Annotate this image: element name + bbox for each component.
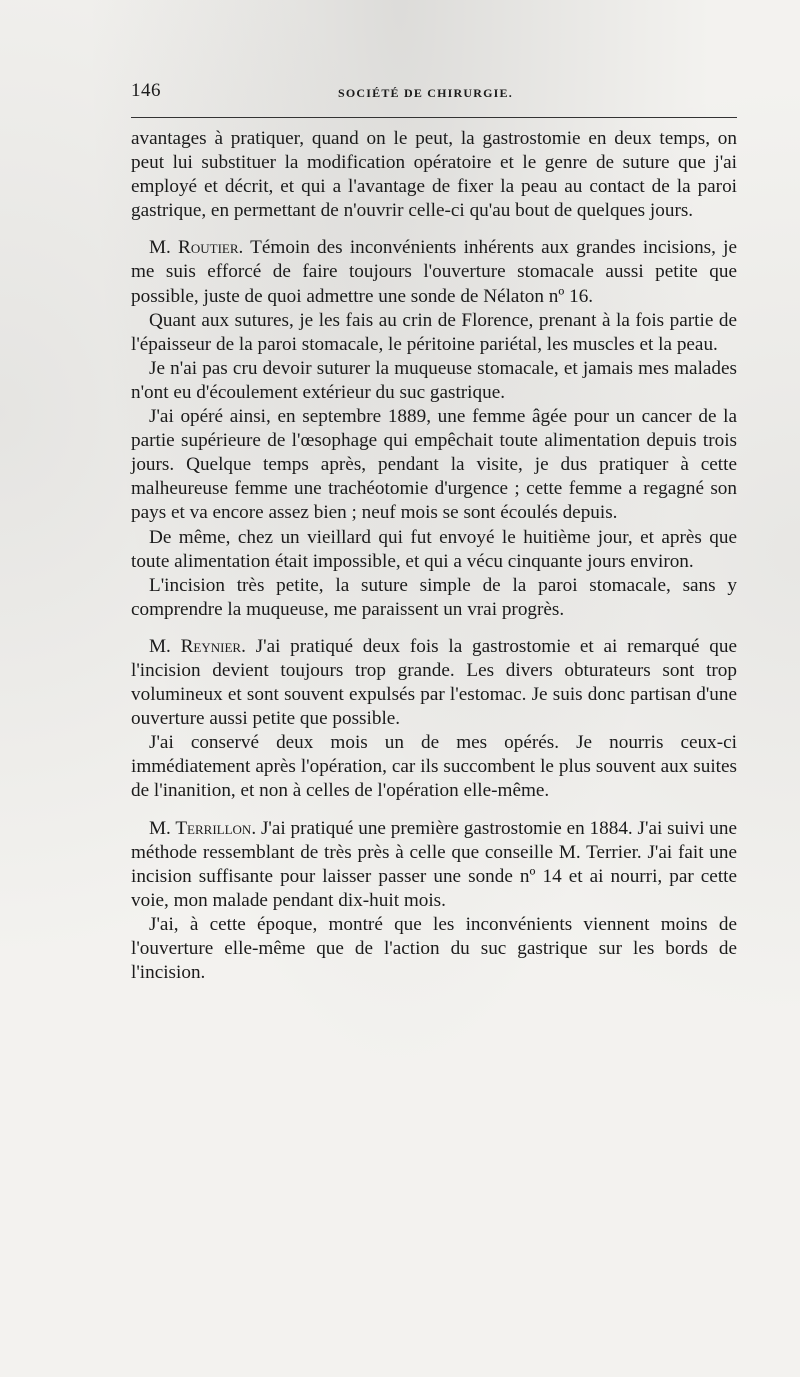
paragraph (131, 817, 737, 913)
page-header (131, 80, 737, 106)
paragraph-text: J'ai, à cette époque, montré que les inconvénients viennent moins de l'ouverture elle-même que de l'action du suc gastrique sur les bords de l'incision. (131, 913, 737, 984)
paragraph (131, 574, 737, 622)
paragraph (131, 405, 737, 525)
paragraph-text: avantages à pratiquer, quand on le peut, la gastrostomie en deux temps, on peut lui substituer la modification opératoire et le genre de suture que j'ai employé et décrit, et qui a l'avantage de fixer la peau au contact de la paroi gastrique, en permettant de n'ouvrir celle-ci qu'au bout de quelques jours. (131, 128, 737, 222)
paragraph-text: J'ai conservé deux mois un de mes opérés. Je nourris ceux-ci immédiatement après l'opération, car ils succombent le plus souvent aux suites de l'inanition, et non à celles de l'opération elle-même. (131, 732, 737, 802)
paragraph (131, 913, 737, 985)
paragraph-text: J'ai pratiqué deux fois la gastrostomie et ai remarqué que l'incision devient toujours trop grande. Les divers obturateurs sont trop volumineux et sont souvent expulsés par l'estomac. Je suis donc partisan d'une ouverture aussi petite que possible. (131, 635, 737, 730)
paragraph-text: J'ai pratiqué une première gastrostomie en 1884. J'ai suivi une méthode ressemblant de très près à celle que conseille M. Terrier. J'ai fait une incision suffisante pour laisser passer une sonde nº 14 et ai nourri, par cette voie, mon malade pendant dix-huit mois. (131, 817, 737, 911)
paragraph (131, 236, 737, 308)
speaker-name: M. Routier. (149, 237, 244, 259)
paragraph-text: Témoin des inconvénients inhérents aux grandes incisions, je me suis efforcé de faire toujours l'ouverture stomacale aussi petite que possible, juste de quoi admettre une sonde de Nélaton nº 16. (131, 237, 737, 307)
header-rule (131, 117, 737, 118)
paragraph-text: Quant aux sutures, je les fais au crin de Florence, prenant à la fois partie de l'épaisseur de la paroi stomacale, le péritoine pariétal, les muscles et la peau. (131, 309, 737, 355)
paragraph-text: De même, chez un vieillard qui fut envoyé le huitième jour, et après que toute alimentation était impossible, et qui a vécu cinquante jours environ. (131, 526, 737, 572)
speaker-name: M. Reynier. (149, 635, 246, 657)
page-number: 146 (131, 80, 161, 101)
speaker-name: M. Terrillon. (149, 817, 257, 839)
body-text (131, 127, 737, 985)
paragraph-text: Je n'ai pas cru devoir suturer la muqueuse stomacale, et jamais mes malades n'ont eu d'écoulement extérieur du suc gastrique. (131, 357, 737, 403)
paragraph-text: L'incision très petite, la suture simple de la paroi stomacale, sans y comprendre la muqueuse, me paraissent un vrai progrès. (131, 574, 737, 620)
paragraph (131, 731, 737, 803)
paragraph (131, 635, 737, 731)
paragraph (131, 526, 737, 574)
paragraph (131, 357, 737, 405)
running-head: SOCIÉTÉ DE CHIRURGIE. (338, 86, 513, 100)
paragraph (131, 127, 737, 223)
paragraph-text: J'ai opéré ainsi, en septembre 1889, une femme âgée pour un cancer de la partie supérieure de l'œsophage qui empêchait toute alimentation depuis trois jours. Quelque temps après, pendant la visite, je dus pratiquer à cette malheureuse femme une trachéotomie d'urgence ; cette femme a regagné son pays et va encore assez bien ; neuf mois se sont écoulés depuis. (131, 406, 737, 524)
paragraph (131, 309, 737, 357)
